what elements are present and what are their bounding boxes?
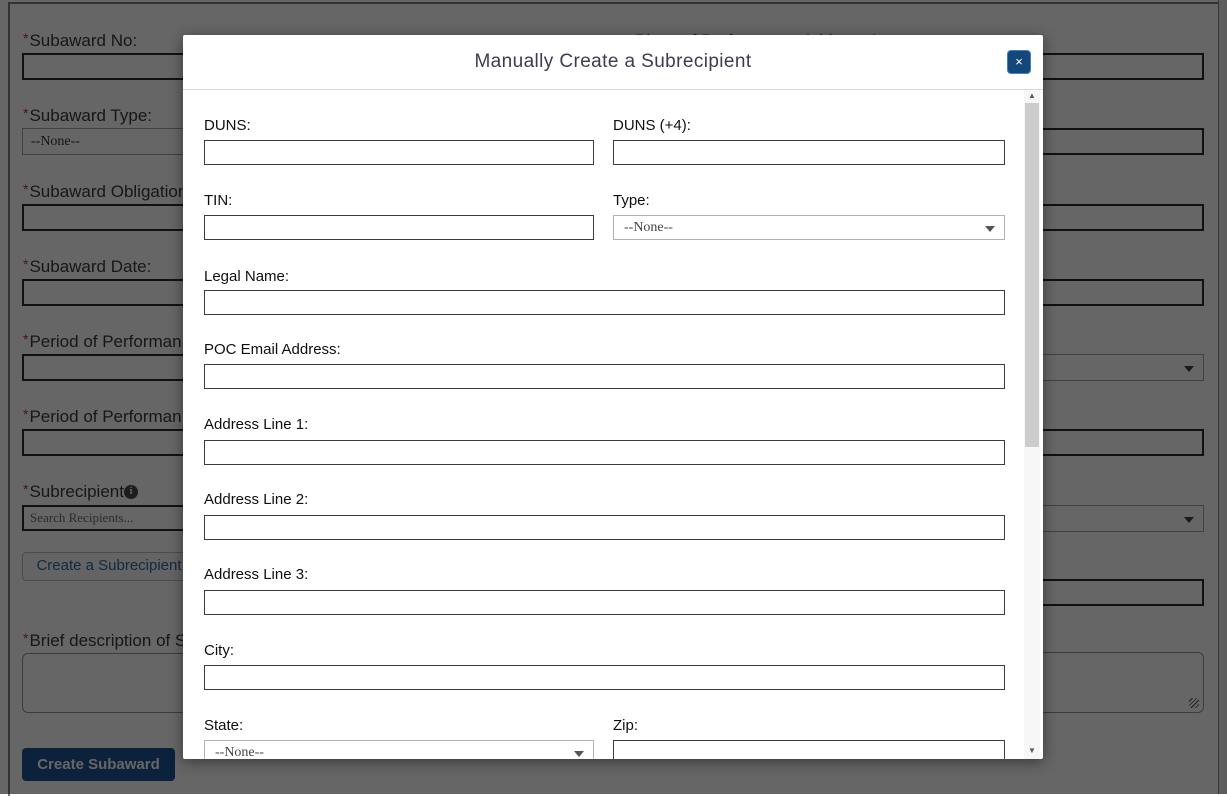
chevron-down-icon	[985, 226, 995, 232]
type-label: Type:	[613, 192, 650, 209]
close-icon: ×	[1015, 54, 1023, 69]
city-input[interactable]	[204, 665, 1005, 690]
type-select[interactable]: --None--	[613, 215, 1005, 240]
scrollbar-thumb[interactable]	[1025, 103, 1039, 447]
create-subrecipient-modal	[183, 35, 1043, 759]
address-line-3-label: Address Line 3:	[204, 566, 309, 583]
scroll-up-icon[interactable]: ▲	[1028, 91, 1036, 100]
scroll-down-icon[interactable]: ▼	[1028, 746, 1036, 755]
state-select[interactable]: --None--	[204, 740, 594, 759]
address-line-1-label: Address Line 1:	[204, 416, 309, 433]
modal-title: Manually Create a Subrecipient	[474, 51, 752, 72]
address-line-2-label: Address Line 2:	[204, 491, 309, 508]
zip-label: Zip:	[613, 717, 639, 734]
poc-email-label: POC Email Address:	[204, 341, 341, 358]
duns4-input[interactable]	[613, 140, 1005, 165]
address-line-1-input[interactable]	[204, 440, 1005, 465]
tin-label: TIN:	[204, 192, 233, 209]
chevron-down-icon	[574, 751, 584, 757]
poc-email-input[interactable]	[204, 364, 1005, 389]
state-label: State:	[204, 717, 244, 734]
city-label: City:	[204, 642, 234, 659]
duns4-label: DUNS (+4):	[613, 117, 691, 134]
legal-name-input[interactable]	[204, 290, 1005, 315]
address-line-3-input[interactable]	[204, 590, 1005, 615]
zip-input[interactable]	[613, 740, 1005, 759]
duns-input[interactable]	[204, 140, 594, 165]
close-button[interactable]	[1007, 50, 1031, 74]
modal-header-divider	[183, 89, 1043, 90]
legal-name-label: Legal Name:	[204, 268, 290, 285]
modal-scrollbar[interactable]	[1024, 90, 1040, 759]
duns-label: DUNS:	[204, 117, 251, 134]
tin-input[interactable]	[204, 215, 594, 240]
address-line-2-input[interactable]	[204, 515, 1005, 540]
